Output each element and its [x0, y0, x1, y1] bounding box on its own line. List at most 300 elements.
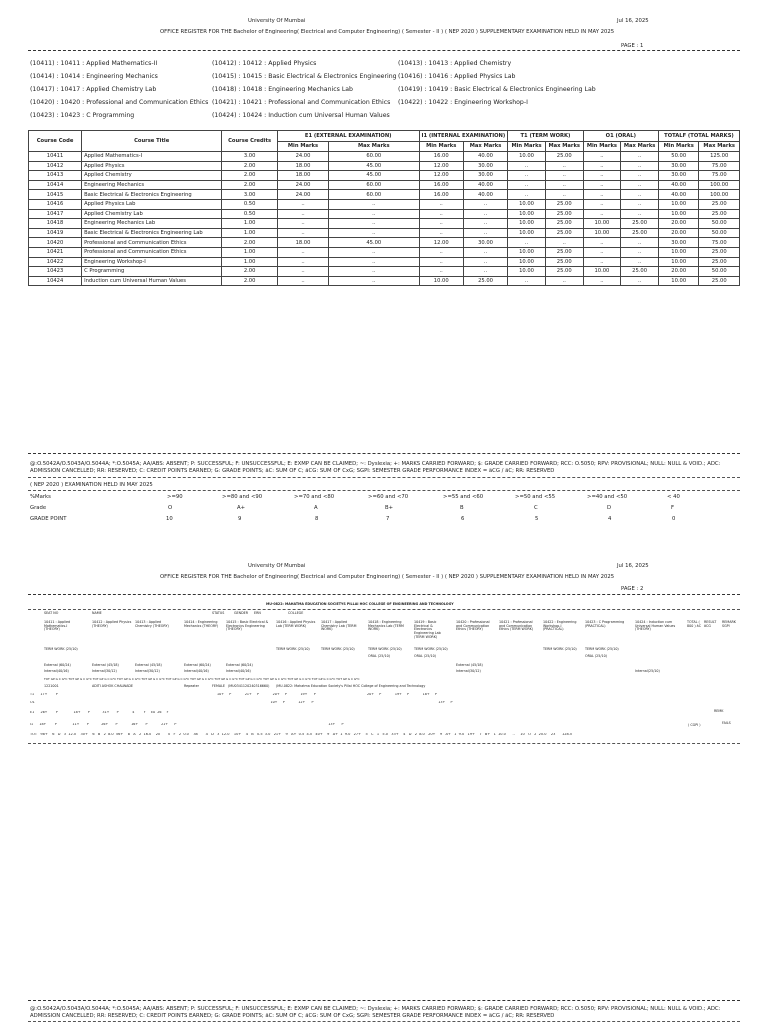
- marks-cell: 25.00: [545, 267, 583, 277]
- marks-cell: ..: [329, 247, 419, 257]
- ext-scheme: External (45/18): [135, 663, 162, 667]
- grade-scale-cell: >=40 and <50: [587, 494, 628, 500]
- marks-cell: ..: [621, 257, 659, 267]
- marks-cell: 16.00: [419, 180, 463, 190]
- course-marks-table: [28, 130, 740, 286]
- marks-cell: 25.00: [463, 276, 507, 286]
- name-header: NAME: [92, 611, 102, 615]
- marks-cell: 50.00: [699, 219, 740, 229]
- marks-cell: 25.00: [545, 152, 583, 162]
- grade-scale-cell: >=80 and <90: [222, 494, 263, 500]
- ext-scheme: External (60/24): [184, 663, 211, 667]
- course-title-cell: C Programming: [82, 267, 222, 277]
- row-e1: E1 26+ P 18+ P 31+ P 4 F E0 26 F: [30, 711, 169, 714]
- course-code-cell: 10417: [29, 209, 82, 219]
- marks-cell: ..: [277, 247, 328, 257]
- divider: [28, 490, 740, 491]
- course-list-item: (10423) : 10423 : C Programming: [30, 112, 135, 119]
- grade-scale-cell: >=60 and <70: [368, 494, 409, 500]
- university-name: University Of Mumbai: [248, 563, 306, 569]
- student-name: ADITI ASHOK CHALWADE: [92, 684, 133, 688]
- int-scheme: Internal(30/12): [456, 669, 481, 673]
- marks-cell: ..: [463, 267, 507, 277]
- marks-cell: 25.00: [545, 199, 583, 209]
- course-list-item: (10416) : 10416 : Applied Physics Lab: [398, 73, 516, 80]
- marks-cell: 10.00: [508, 209, 546, 219]
- marks-cell: 10.00: [508, 267, 546, 277]
- marks-cell: ..: [419, 199, 463, 209]
- table-row: [29, 152, 740, 162]
- grade-scale: [30, 494, 740, 528]
- subject-head: 10418 : Engineering Mechanics Lab (TERM WORK): [368, 620, 404, 632]
- marks-cell: 12.00: [419, 238, 463, 248]
- int-scheme: Internal(30/12): [135, 669, 160, 673]
- marks-cell: 10.00: [583, 267, 621, 277]
- col-max: Max Marks: [329, 141, 419, 152]
- marks-cell: 45.00: [329, 171, 419, 181]
- legend-line-1: @:O.5042A/O.5043A/O.5044A; *:O.5045A; AA/ABS: ABSENT; P: SUCCESSFUL; F: UNSUCCESSFUL; E: EXMP CAN BE CLAIMED; ~: Dyslexia; +: MARKS CARRIED FORWARD; $: GRADE CARRIED FORWARD; RCC: O.5050; RPV: PROVISIONAL; NULL: NULL & VOID.; ADC:: [30, 461, 721, 467]
- marks-cell: ..: [583, 257, 621, 267]
- marks-cell: 2.00: [222, 180, 278, 190]
- col-e1: E1 (EXTERNAL EXAMINATION): [277, 131, 419, 142]
- student-status: Repeater: [184, 684, 199, 688]
- marks-cell: 50.00: [699, 267, 740, 277]
- marks-cell: 10.00: [659, 247, 699, 257]
- university-name: University Of Mumbai: [248, 18, 306, 24]
- course-code-cell: 10418: [29, 219, 82, 229]
- student-college: (MU-0822: Mahatma Education Society's Pillai HOC College of Engineering and Technology: [276, 684, 426, 688]
- marks-cell: 40.00: [463, 180, 507, 190]
- marks-cell: ..: [583, 152, 621, 162]
- marks-cell: 25.00: [699, 276, 740, 286]
- marks-cell: ..: [621, 238, 659, 248]
- table-row: [29, 247, 740, 257]
- grade-scale-cell: A+: [237, 505, 246, 511]
- marks-cell: ..: [277, 209, 328, 219]
- col-max: Max Marks: [545, 141, 583, 152]
- college-header: COLLEGE: [288, 611, 304, 615]
- course-title-cell: Applied Chemistry Lab: [82, 209, 222, 219]
- subject-head: 10421 : Professional and Communication Ethics (TERM WORK): [499, 620, 534, 632]
- legend-line-1: @:O.5042A/O.5043A/O.5044A; *:O.5045A; AA/ABS: ABSENT; P: SUCCESSFUL; F: UNSUCCESSFUL; E: EXMP CAN BE CLAIMED; ~: Dyslexia; +: MARKS CARRIED FORWARD; $: GRADE CARRIED FORWARD; RCC: O.5050; RPV: PROVISIONAL; NULL: NULL & VOID.; ADC:: [30, 1006, 721, 1012]
- grade-scale-cell: B: [460, 505, 464, 511]
- marks-cell: ..: [277, 276, 328, 286]
- marks-cell: 60.00: [329, 190, 419, 200]
- marks-cell: ..: [419, 219, 463, 229]
- course-list-item: (10418) : 10418 : Engineering Mechanics Lab: [212, 86, 353, 93]
- marks-cell: ..: [621, 152, 659, 162]
- course-title-cell: Applied Mathematics-I: [82, 152, 222, 162]
- marks-cell: 45.00: [329, 238, 419, 248]
- grade-scale-cell: >=90: [167, 494, 183, 500]
- course-title-cell: Applied Physics Lab: [82, 199, 222, 209]
- marks-cell: 10.00: [508, 257, 546, 267]
- course-list-item: (10411) : 10411 : Applied Mathematics-II: [30, 60, 158, 67]
- course-list-item: (10424) : 10424 : Induction cum Universal Human Values: [212, 112, 390, 119]
- subject-head: 10413 : Applied Chemistry (THEORY): [135, 620, 169, 628]
- col-o1: O1 (ORAL): [583, 131, 658, 142]
- marks-cell: ..: [329, 219, 419, 229]
- course-list-item: (10413) : 10413 : Applied Chemistry: [398, 60, 512, 67]
- marks-cell: ..: [583, 276, 621, 286]
- course-code-cell: 10411: [29, 152, 82, 162]
- marks-cell: ..: [463, 199, 507, 209]
- marks-cell: ..: [583, 171, 621, 181]
- gender-header: GENDER: [234, 611, 249, 615]
- subject-head: 10412 : Applied Physics (THEORY): [92, 620, 132, 628]
- marks-cell: ..: [329, 276, 419, 286]
- tw-scheme: TERM WORK (25/10): [368, 647, 402, 651]
- row-o1: O1 10+ P 12+ P 13+ P: [30, 701, 453, 704]
- college-heading: MU-0822: MAHATMA EDUCATION SOCIETYS PILLAI HOC COLLEGE OF ENGINEERING AND TECHNOLOGY: [266, 602, 454, 606]
- marks-cell: ..: [508, 238, 546, 248]
- tw-scheme: TERM WORK (25/10): [44, 647, 78, 651]
- marks-cell: ..: [583, 199, 621, 209]
- divider: [28, 1000, 740, 1001]
- marks-cell: ..: [545, 238, 583, 248]
- marks-cell: 25.00: [545, 257, 583, 267]
- marks-cell: 60.00: [329, 180, 419, 190]
- tw-scheme: TERM WORK (25/10): [414, 647, 448, 651]
- course-title-cell: Induction cum Universal Human Values: [82, 276, 222, 286]
- marks-cell: 50.00: [659, 152, 699, 162]
- marks-cell: 16.00: [419, 190, 463, 200]
- table-row: [29, 228, 740, 238]
- marks-cell: 30.00: [463, 161, 507, 171]
- marks-cell: 10.00: [659, 257, 699, 267]
- cgpi-label: ( CGPI ): [688, 723, 701, 727]
- course-list-item: (10412) : 10412 : Applied Physics: [212, 60, 317, 67]
- seat-no-header: SEAT NO: [44, 611, 59, 615]
- marks-cell: 24.00: [277, 152, 328, 162]
- int-scheme: Internal(40/16): [44, 669, 69, 673]
- col-course-code: Course Code: [29, 131, 82, 152]
- report-date: Jul 16, 2025: [617, 563, 649, 569]
- marks-cell: ..: [463, 228, 507, 238]
- table-row: [29, 171, 740, 181]
- marks-cell: ..: [419, 267, 463, 277]
- marks-cell: 10.00: [419, 276, 463, 286]
- col-min: Min Marks: [659, 141, 699, 152]
- divider: [28, 609, 740, 610]
- marks-cell: 24.00: [277, 190, 328, 200]
- col-min: Min Marks: [419, 141, 463, 152]
- subject-head: 10424 : Induction cum Universal Human Values (THEORY): [635, 620, 676, 632]
- marks-cell: 25.00: [545, 247, 583, 257]
- course-title-cell: Applied Physics: [82, 161, 222, 171]
- grade-scale-cell: 7: [386, 516, 390, 522]
- marks-cell: ..: [508, 180, 546, 190]
- marks-cell: 30.00: [659, 161, 699, 171]
- marks-cell: 25.00: [621, 219, 659, 229]
- marks-cell: 0.50: [222, 199, 278, 209]
- marks-cell: ..: [277, 219, 328, 229]
- marks-cell: ..: [583, 190, 621, 200]
- marks-cell: ..: [621, 247, 659, 257]
- marks-cell: 3.00: [222, 152, 278, 162]
- page-number: PAGE : 2: [621, 586, 644, 592]
- course-list-item: (10420) : 10420 : Professional and Communication Ethics: [30, 99, 209, 106]
- grade-scale-cell: 10: [166, 516, 173, 522]
- marks-cell: ..: [463, 257, 507, 267]
- col-max: Max Marks: [699, 141, 740, 152]
- marks-cell: 25.00: [621, 228, 659, 238]
- col-course-title: Course Title: [82, 131, 222, 152]
- col-i1: I1 (INTERNAL EXAMINATION): [419, 131, 508, 142]
- course-title-cell: Basic Electrical & Electronics Engineering Lab: [82, 228, 222, 238]
- marks-cell: 1.00: [222, 257, 278, 267]
- marks-cell: ..: [583, 209, 621, 219]
- course-list-item: (10422) : 10422 : Engineering Workshop-I: [398, 99, 528, 106]
- marks-cell: 25.00: [699, 199, 740, 209]
- marks-cell: ..: [419, 209, 463, 219]
- grade-point-label: GRADE POINT: [30, 516, 67, 522]
- ext-scheme: External (45/18): [456, 663, 483, 667]
- grade-scale-cell: B+: [385, 505, 394, 511]
- marks-cell: ..: [621, 171, 659, 181]
- marks-cell: 10.00: [508, 247, 546, 257]
- marks-cell: ..: [277, 199, 328, 209]
- marks-cell: 100.00: [699, 190, 740, 200]
- table-header-row: [29, 131, 740, 142]
- marks-cell: ..: [419, 257, 463, 267]
- grade-scale-cell: 9: [238, 516, 242, 522]
- grade-scale-cell: >=55 and <60: [443, 494, 484, 500]
- grade-scale-cell: A: [314, 505, 318, 511]
- course-title-cell: Applied Chemistry: [82, 171, 222, 181]
- table-row: [29, 238, 740, 248]
- table-row: [29, 276, 740, 286]
- marks-cell: 75.00: [699, 171, 740, 181]
- course-code-cell: 10423: [29, 267, 82, 277]
- marks-cell: 30.00: [659, 238, 699, 248]
- col-min: Min Marks: [508, 141, 546, 152]
- marks-cell: 25.00: [621, 267, 659, 277]
- int-scheme: Internal(40/16): [184, 669, 209, 673]
- marks-cell: 3.00: [222, 190, 278, 200]
- marks-cell: 40.00: [659, 190, 699, 200]
- marks-cell: 40.00: [463, 190, 507, 200]
- marks-cell: 0.50: [222, 209, 278, 219]
- row-t1: T1 17+ P 10+ P 21+ P 20+ P 19+ P 20+ P 19+ P 18+ P: [30, 693, 437, 696]
- register-title: OFFICE REGISTER FOR THE Bachelor of Engineering( Electrical and Computer Engineering) ( Semester - II ) ( NEP 2020 ) SUPPLEMENTARY EXAMINATION HELD IN MAY 2025: [160, 574, 615, 580]
- marks-cell: ..: [545, 276, 583, 286]
- marks-cell: 25.00: [699, 247, 740, 257]
- divider: [28, 1021, 740, 1022]
- course-list-item: (10421) : 10421 : Professional and Communication Ethics: [212, 99, 391, 106]
- marks-cell: 75.00: [699, 238, 740, 248]
- grade-scale-cell: 8: [315, 516, 319, 522]
- marks-cell: ..: [545, 171, 583, 181]
- marks-cell: ..: [545, 190, 583, 200]
- tw-scheme: TERM WORK (25/10): [276, 647, 310, 651]
- student-ern: (MU0341120240316660): [228, 684, 270, 688]
- marks-cell: 12.00: [419, 161, 463, 171]
- subject-head: 10414 : Engineering Mechanics (THEORY): [184, 620, 219, 628]
- marks-cell: 25.00: [545, 219, 583, 229]
- subject-head: 10423 : C Programming (PRACTICAL): [585, 620, 625, 628]
- status-header: STATUS: [212, 611, 225, 615]
- marks-cell: 10.00: [508, 199, 546, 209]
- col-min: Min Marks: [277, 141, 328, 152]
- register-title: OFFICE REGISTER FOR THE Bachelor of Engineering( Electrical and Computer Engineering) ( Semester - II ) ( NEP 2020 ) SUPPLEMENTARY EXAMINATION HELD IN MAY 2025: [160, 29, 615, 35]
- grade-scale-point-row: [30, 516, 740, 527]
- marks-cell: 20.00: [659, 267, 699, 277]
- course-list-item: (10419) : 10419 : Basic Electrical & Electronics Engineering Lab: [398, 86, 596, 93]
- course-code-cell: 10419: [29, 228, 82, 238]
- table-row: [29, 257, 740, 267]
- grade-scale-cell: 5: [535, 516, 539, 522]
- grade-scale-marks-row: [30, 494, 740, 505]
- grade-scale-cell: C: [534, 505, 538, 511]
- marks-cell: ..: [621, 209, 659, 219]
- row-total: TOT 98+ 6 D 3 12.0 30+ 6 B 2 8.0 56+ 8 A 2 16.0 20 0 F 2 0.0 38 4 D 3 12.0 10+ 4 B 0.5 3.0 21+ 9 A+ 0.5 4.5 40+ 9 A+ 1 9.0 27+ 5 C 1 5.0 33+ 4 D 2 8.0 20+ 9 A+ 1 9.0 19+ 7 B+ 1 10.0 .. 10 O 2 20.0 23 128.5: [30, 733, 573, 736]
- divider: [28, 50, 740, 51]
- marks-cell: 1.00: [222, 219, 278, 229]
- subject-head: 10411 : Applied Mathematics-I (THEORY): [44, 620, 71, 632]
- grade-scale-grade-row: [30, 505, 740, 516]
- marks-cell: 20.00: [659, 228, 699, 238]
- marks-cell: 18.00: [277, 161, 328, 171]
- marks-cell: 10.00: [583, 219, 621, 229]
- result-head: RESULT äCG: [704, 620, 717, 628]
- course-title-cell: Professional and Communication Ethics: [82, 247, 222, 257]
- marks-cell: 30.00: [463, 171, 507, 181]
- marks-cell: 125.00: [699, 152, 740, 162]
- marks-cell: 10.00: [583, 228, 621, 238]
- table-row: [29, 190, 740, 200]
- marks-cell: 10.00: [508, 152, 546, 162]
- course-list-row: [30, 58, 740, 71]
- marks-cell: 10.00: [659, 209, 699, 219]
- subject-head: 10420 : Professional and Communication Ethics (THEORY): [456, 620, 490, 632]
- marks-cell: ..: [463, 209, 507, 219]
- marks-cell: ..: [463, 247, 507, 257]
- course-title-cell: Engineering Mechanics: [82, 180, 222, 190]
- fails-label: FAILS: [722, 721, 731, 725]
- int-scheme: Internal(30/12): [92, 669, 117, 673]
- marks-cell: ..: [329, 257, 419, 267]
- col-max: Max Marks: [463, 141, 507, 152]
- marks-cell: ..: [621, 276, 659, 286]
- grade-scale-cell: D: [607, 505, 612, 511]
- marks-label: %Marks: [30, 494, 51, 500]
- marks-cell: ..: [583, 161, 621, 171]
- marks-cell: ..: [545, 161, 583, 171]
- subject-head: 10415 : Basic Electrical & Electronics Engineering (THEORY): [226, 620, 269, 632]
- course-list-item: (10417) : 10417 : Applied Chemistry Lab: [30, 86, 157, 93]
- course-list-item: (10415) : 10415 : Basic Electrical & Electronics Engineering: [212, 73, 397, 80]
- marks-cell: ..: [277, 257, 328, 267]
- tw-scheme: TERM WORK (25/10): [543, 647, 577, 651]
- marks-cell: ..: [583, 180, 621, 190]
- marks-cell: ..: [463, 219, 507, 229]
- marks-cell: ..: [545, 180, 583, 190]
- marks-cell: ..: [329, 199, 419, 209]
- course-list: [30, 58, 740, 123]
- marks-cell: 18.00: [277, 238, 328, 248]
- marks-cell: 25.00: [545, 228, 583, 238]
- total-head: TOTAL ( 800 ) äC: [687, 620, 701, 628]
- grade-scale-cell: O: [168, 505, 173, 511]
- marks-cell: ..: [621, 190, 659, 200]
- marks-cell: 2.00: [222, 238, 278, 248]
- tot-scheme: TOT GP G C G*C TOT GP G C G*C TOT GP G C G*C TOT GP G C G*C TOT GP G C G*C TOT GP G C G*C TOT GP G C G*C TOT GP G C G*C TOT GP G C G*C TOT GP G C G*C TOT GP G C G*C TOT GP G C G*C TOT GP G C G*C: [44, 677, 360, 681]
- grade-scale-cell: >=70 and <80: [294, 494, 335, 500]
- student-gender: FEMALE: [212, 684, 225, 688]
- grade-scale-cell: 6: [461, 516, 465, 522]
- row-i1: I1 18+ P 11+ P 26+ P 16+ P 21+ P 13+ P: [30, 723, 344, 726]
- legend-line-2: ADMISSION CANCELLED; RR: RESERVED; C: CREDIT POINTS EARNED; G: GRADE POINTS; äC: SUM OF C; äCG: SUM OF CxG; SGPI: SEMESTER GRADE PERFORMANCE INDEX = äCG / äC; RR: RESERVED: [30, 468, 555, 474]
- marks-cell: ..: [621, 161, 659, 171]
- marks-cell: ..: [419, 228, 463, 238]
- table-row: [29, 219, 740, 229]
- course-code-cell: 10415: [29, 190, 82, 200]
- course-list-row: [30, 110, 740, 123]
- marks-cell: 2.00: [222, 171, 278, 181]
- subject-head: 10419 : Basic Electrical & Electronics Engineering Lab (TERM WORK): [414, 620, 441, 639]
- course-title-cell: Basic Electrical & Electronics Engineering: [82, 190, 222, 200]
- ern-header: ERN: [254, 611, 261, 615]
- course-title-cell: Professional and Communication Ethics: [82, 238, 222, 248]
- course-title-cell: Engineering Mechanics Lab: [82, 219, 222, 229]
- col-total: TOTALF (TOTAL MARKS): [659, 131, 740, 142]
- marks-cell: 100.00: [699, 180, 740, 190]
- marks-cell: ..: [621, 199, 659, 209]
- course-title-cell: Engineering Workshop-I: [82, 257, 222, 267]
- marks-cell: ..: [508, 276, 546, 286]
- table-row: [29, 161, 740, 171]
- marks-cell: 1.00: [222, 228, 278, 238]
- oral-scheme: ORAL (25/10): [585, 654, 607, 658]
- course-list-row: [30, 84, 740, 97]
- marks-cell: ..: [583, 238, 621, 248]
- marks-cell: 50.00: [699, 228, 740, 238]
- course-code-cell: 10421: [29, 247, 82, 257]
- marksheet-scheme: [28, 648, 740, 688]
- course-code-cell: 10424: [29, 276, 82, 286]
- col-max: Max Marks: [621, 141, 659, 152]
- marks-cell: ..: [277, 228, 328, 238]
- marks-cell: 2.00: [222, 267, 278, 277]
- student-info-row: [28, 685, 740, 693]
- divider: [28, 453, 740, 454]
- marks-cell: 24.00: [277, 180, 328, 190]
- course-list-item: (10414) : 10414 : Engineering Mechanics: [30, 73, 158, 80]
- marks-cell: 25.00: [699, 257, 740, 267]
- col-t1: T1 (TERM WORK): [508, 131, 583, 142]
- marks-cell: 60.00: [329, 152, 419, 162]
- course-code-cell: 10414: [29, 180, 82, 190]
- marks-cell: 16.00: [419, 152, 463, 162]
- course-list-row: [30, 71, 740, 84]
- divider: [28, 477, 740, 478]
- col-min: Min Marks: [583, 141, 621, 152]
- marks-cell: 12.00: [419, 171, 463, 181]
- table-row: [29, 180, 740, 190]
- marks-cell: 40.00: [659, 180, 699, 190]
- subject-head: 10417 : Applied Chemistry Lab (TERM WORK): [321, 620, 357, 632]
- marks-cell: 2.00: [222, 276, 278, 286]
- marks-cell: 1.00: [222, 247, 278, 257]
- course-code-cell: 10416: [29, 199, 82, 209]
- marks-cell: 45.00: [329, 161, 419, 171]
- exam-held-line: ( NEP 2020 ) EXAMINATION HELD IN MAY 2025: [30, 482, 153, 488]
- col-course-credits: Course Credits: [222, 131, 278, 152]
- course-code-cell: 10412: [29, 161, 82, 171]
- marks-cell: 10.00: [659, 199, 699, 209]
- oral-scheme: ORAL (25/10): [414, 654, 436, 658]
